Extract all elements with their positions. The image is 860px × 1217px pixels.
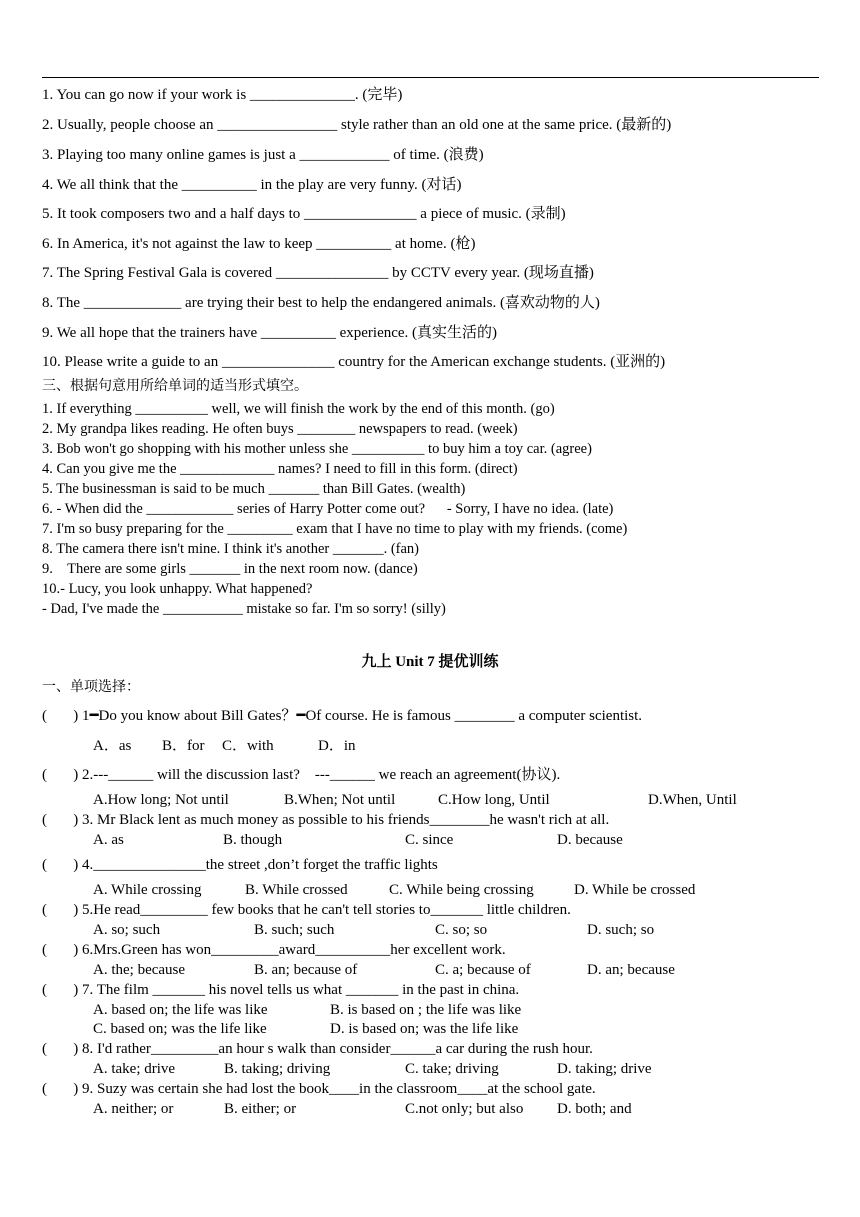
question-stem: 8. I'd rather_________an hour s walk than consider______a car during the rush hour. bbox=[82, 1041, 593, 1057]
option: A.How long; Not until bbox=[93, 792, 229, 808]
answer-parens: ( ) bbox=[42, 942, 79, 958]
list-item: 3. Playing too many online games is just a ____________ of time. (浪费) bbox=[42, 147, 484, 163]
option: D. because bbox=[557, 832, 623, 848]
answer-parens: ( ) bbox=[42, 708, 79, 724]
list-item: 5. It took composers two and a half days to _______________ a piece of music. (录制) bbox=[42, 206, 566, 222]
question-stem: 6.Mrs.Green has won_________award__________her excellent work. bbox=[82, 942, 506, 958]
option: C.not only; but also bbox=[405, 1101, 524, 1117]
question-stem: 3. Mr Black lent as much money as possible to his friends________he wasn't rich at all. bbox=[82, 812, 610, 828]
list-item: 8. The camera there isn't mine. I think it's another _______. (fan) bbox=[42, 541, 420, 557]
option: B．for bbox=[162, 738, 205, 754]
list-item: 1. You can go now if your work is ______________. (完毕) bbox=[42, 87, 403, 103]
list-item: 7. I'm so busy preparing for the _________ exam that I have no time to play with my friends. (come) bbox=[42, 521, 628, 537]
option: B. such; such bbox=[254, 922, 335, 938]
option: A．as bbox=[93, 738, 132, 754]
option: C.How long, Until bbox=[438, 792, 550, 808]
list-item: 4. We all think that the __________ in the play are very funny. (对话) bbox=[42, 177, 462, 193]
option: D.When, Until bbox=[648, 792, 737, 808]
option: A. While crossing bbox=[93, 882, 202, 898]
option: D. is based on; was the life like bbox=[330, 1021, 519, 1037]
question-stem: 5.He read_________ few books that he can't tell stories to_______ little children. bbox=[82, 902, 571, 918]
section3-heading: 三、根据句意用所给单词的适当形式填空。 bbox=[42, 378, 308, 394]
question-stem: 4._______________the street ,don’t forget the traffic lights bbox=[82, 857, 438, 873]
list-item: 8. The _____________ are trying their best to help the endangered animals. (喜欢动物的人) bbox=[42, 295, 600, 311]
answer-parens: ( ) bbox=[42, 1081, 79, 1097]
answer-parens: ( ) bbox=[42, 767, 79, 783]
option: D. both; and bbox=[557, 1101, 632, 1117]
answer-parens: ( ) bbox=[42, 902, 79, 918]
option: C. so; so bbox=[435, 922, 488, 938]
list-item: 6. - When did the ____________ series of Harry Potter come out? - Sorry, I have no idea. (late) bbox=[42, 501, 614, 517]
top-rule bbox=[42, 77, 819, 78]
list-item: 5. The businessman is said to be much _______ than Bill Gates. (wealth) bbox=[42, 481, 466, 497]
list-item: 10. Please write a guide to an _______________ country for the American exchange students. (亚洲的) bbox=[42, 354, 666, 370]
list-item: 10.- Lucy, you look unhappy. What happened? bbox=[42, 581, 313, 597]
list-item: 9. We all hope that the trainers have __________ experience. (真实生活的) bbox=[42, 325, 498, 341]
list-item: 7. The Spring Festival Gala is covered _______________ by CCTV every year. (现场直播) bbox=[42, 265, 594, 281]
list-item: 1. If everything __________ well, we will finish the work by the end of this month. (go) bbox=[42, 401, 555, 417]
answer-parens: ( ) bbox=[42, 982, 79, 998]
option: D．in bbox=[318, 738, 356, 754]
option: D. an; because bbox=[587, 962, 675, 978]
option: C. based on; was the life like bbox=[93, 1021, 267, 1037]
question-stem: 1━Do you know about Bill Gates？━Of course. He is famous ________ a computer scientist. bbox=[82, 708, 643, 724]
option: B. an; because of bbox=[254, 962, 358, 978]
question-stem: 9. Suzy was certain she had lost the book____in the classroom____at the school gate. bbox=[82, 1081, 596, 1097]
option: A. based on; the life was like bbox=[93, 1002, 268, 1018]
option: B.When; Not until bbox=[284, 792, 396, 808]
option: B. taking; driving bbox=[224, 1061, 331, 1077]
question-stem: 7. The film _______ his novel tells us what _______ in the past in china. bbox=[82, 982, 520, 998]
option: A. as bbox=[93, 832, 124, 848]
option: A. neither; or bbox=[93, 1101, 174, 1117]
option: B. While crossed bbox=[245, 882, 348, 898]
option: C. take; driving bbox=[405, 1061, 499, 1077]
list-item: 2. Usually, people choose an ________________ style rather than an old one at the same price. (最新的) bbox=[42, 117, 672, 133]
unit-title: 九上 Unit 7 提优训练 bbox=[361, 654, 499, 670]
answer-parens: ( ) bbox=[42, 812, 79, 828]
option: D. taking; drive bbox=[557, 1061, 652, 1077]
option: B. though bbox=[223, 832, 283, 848]
option: C. While being crossing bbox=[389, 882, 534, 898]
mc-heading: 一、单项选择： bbox=[42, 679, 140, 695]
option: B. either; or bbox=[224, 1101, 297, 1117]
answer-parens: ( ) bbox=[42, 1041, 79, 1057]
list-item: 4. Can you give me the _____________ names? I need to fill in this form. (direct) bbox=[42, 461, 518, 477]
option: C．with bbox=[222, 738, 274, 754]
option: D. While be crossed bbox=[574, 882, 696, 898]
option: A. the; because bbox=[93, 962, 186, 978]
option: C. since bbox=[405, 832, 454, 848]
list-item: 2. My grandpa likes reading. He often buys ________ newspapers to read. (week) bbox=[42, 421, 518, 437]
question-stem: 2.---______ will the discussion last? ---______ we reach an agreement(协议). bbox=[82, 767, 561, 783]
list-item: 6. In America, it's not against the law to keep __________ at home. (枪) bbox=[42, 236, 476, 252]
list-item: 3. Bob won't go shopping with his mother unless she __________ to buy him a toy car. (agree) bbox=[42, 441, 592, 457]
option: D. such; so bbox=[587, 922, 655, 938]
option: C. a; because of bbox=[435, 962, 531, 978]
option: A. take; drive bbox=[93, 1061, 176, 1077]
list-item: - Dad, I've made the ___________ mistake so far. I'm so sorry! (silly) bbox=[42, 601, 446, 617]
answer-parens: ( ) bbox=[42, 857, 79, 873]
option: B. is based on ; the life was like bbox=[330, 1002, 522, 1018]
option: A. so; such bbox=[93, 922, 161, 938]
list-item: 9. There are some girls _______ in the next room now. (dance) bbox=[42, 561, 418, 577]
